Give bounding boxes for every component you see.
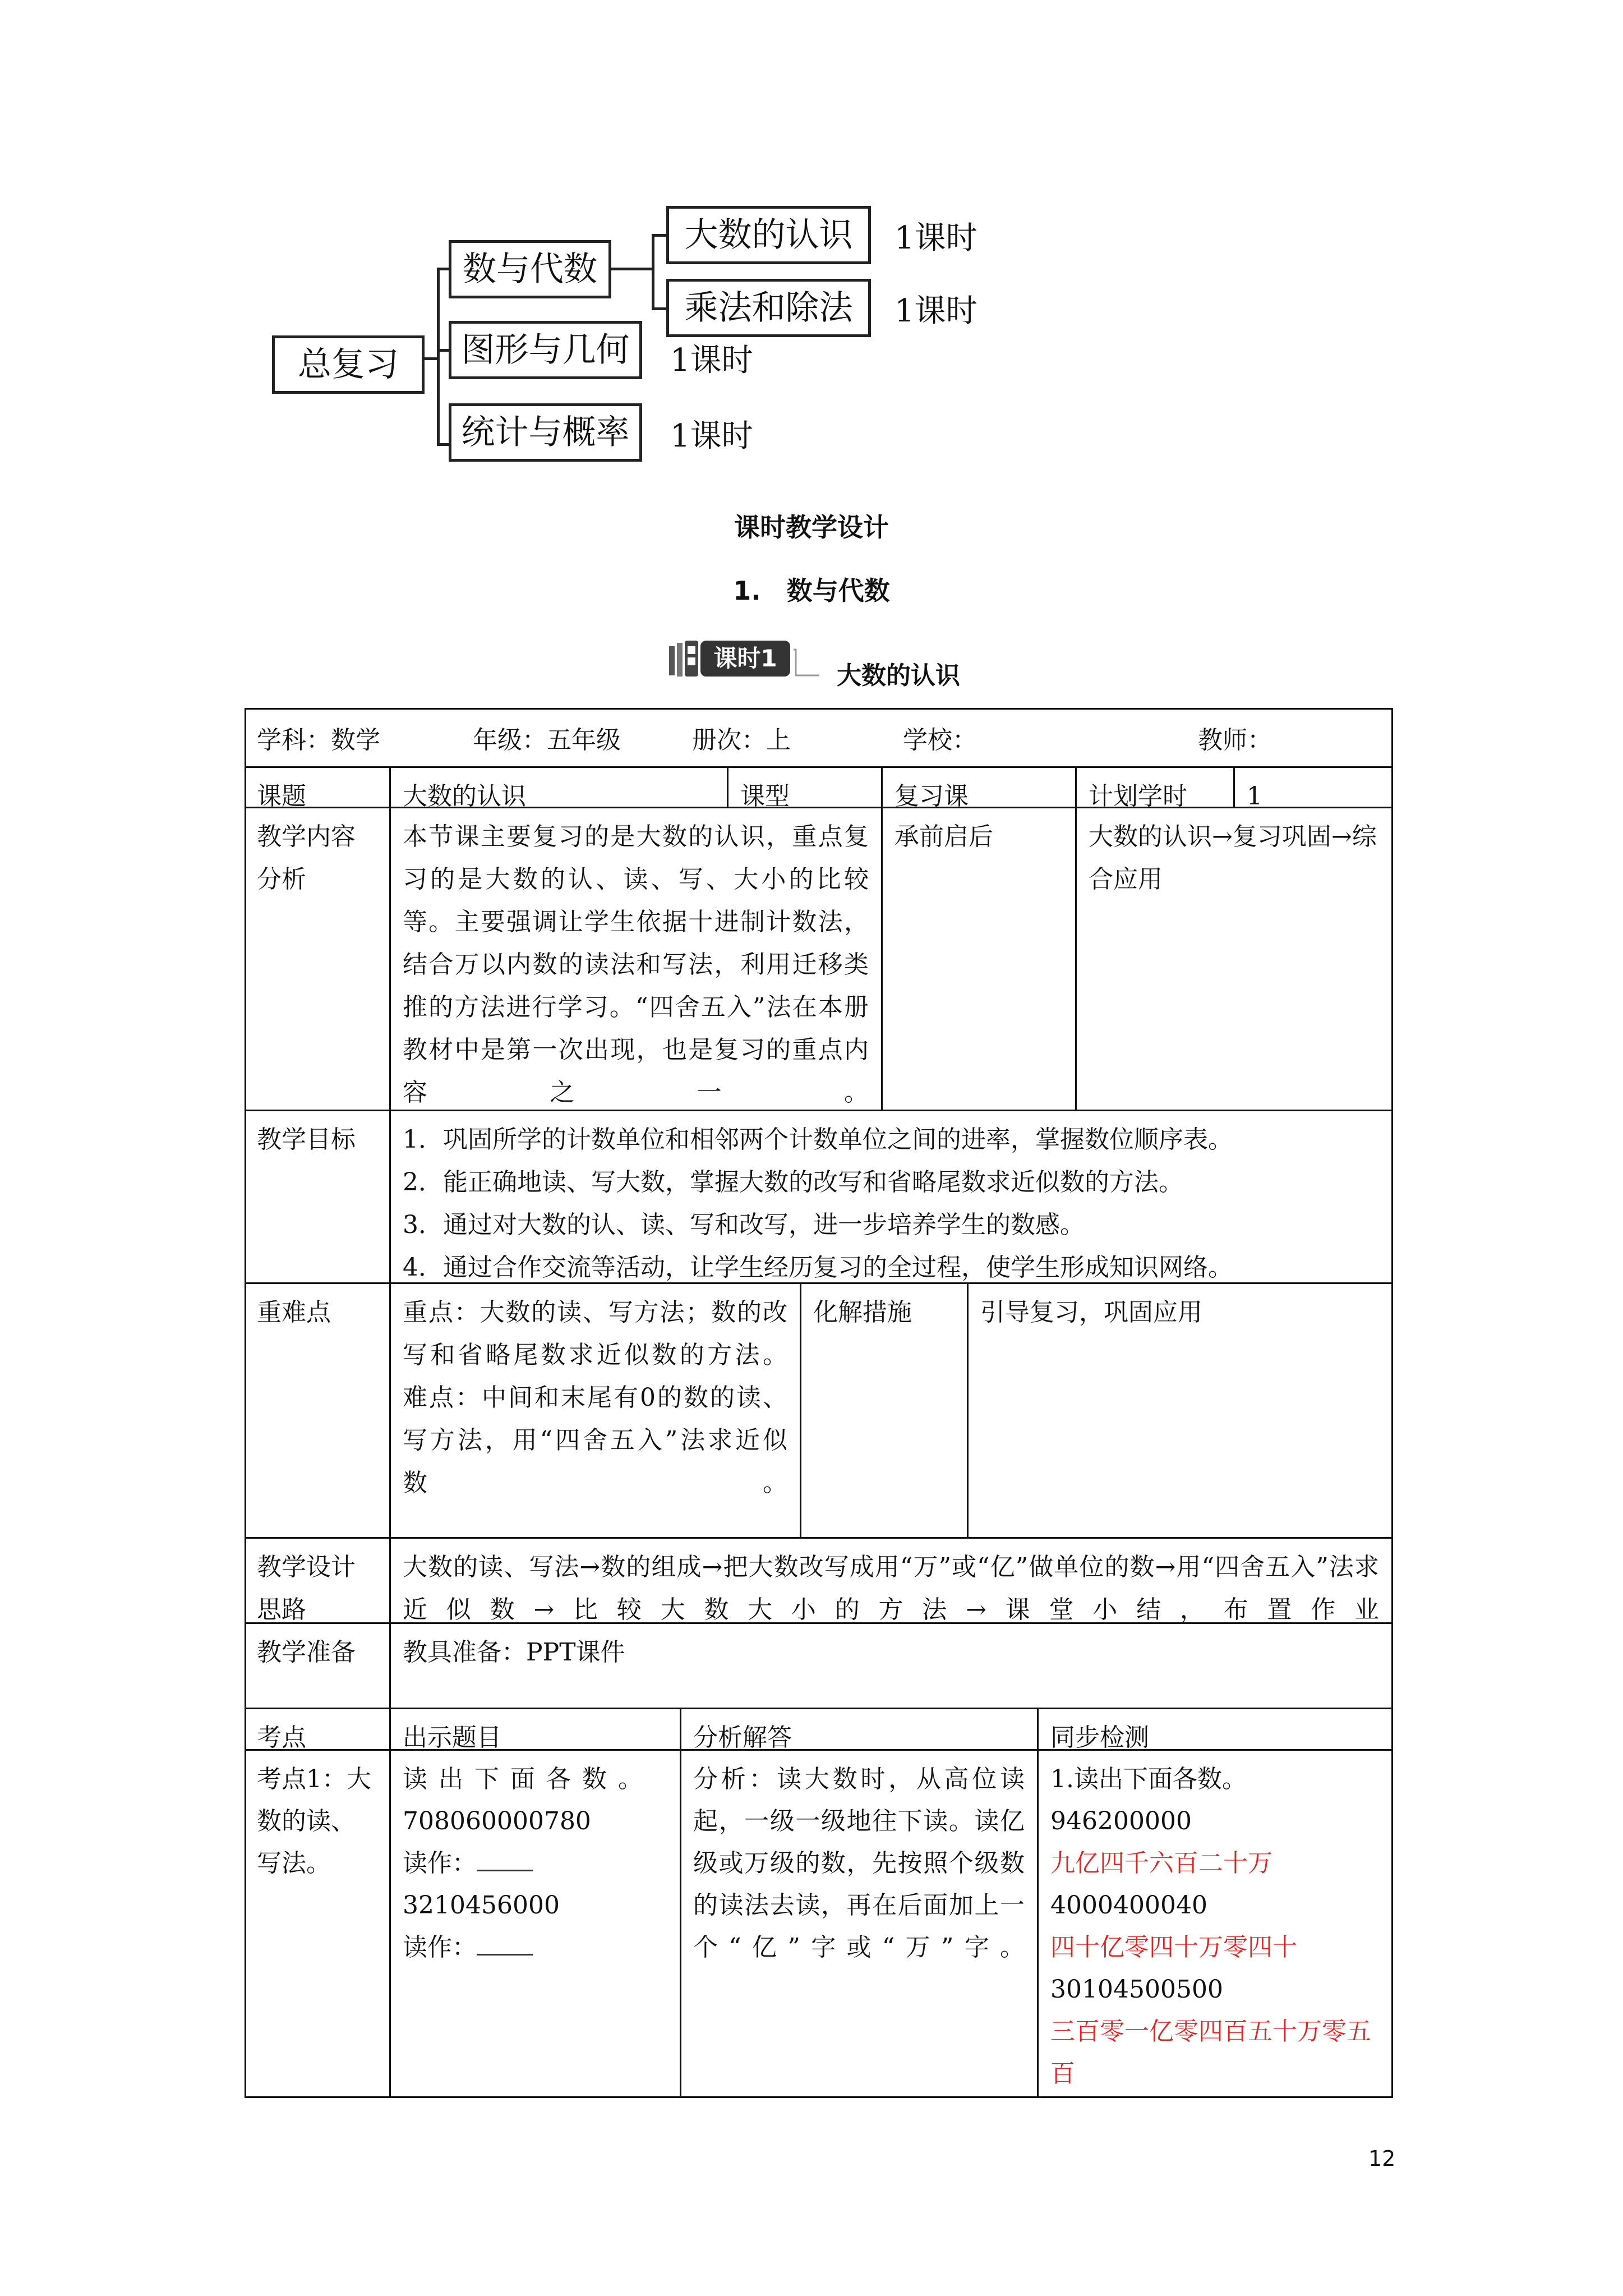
check-number: 946200000 — [1050, 1807, 1192, 1835]
answer-blank — [477, 1934, 533, 1955]
content-analysis-label — [245, 808, 389, 901]
design-idea-label-line: 教学设计 — [257, 1553, 356, 1581]
goal-item: 3．通过对大数的认、读、写和改写，进一步培养学生的数感。 — [403, 1211, 1085, 1239]
duration-label: 1课时 — [670, 342, 753, 379]
lesson-type-value: 复习课 — [895, 782, 969, 811]
lesson-badge-icon — [669, 638, 820, 679]
topic-value: 大数的认识 — [403, 782, 526, 811]
lesson-title: 大数的认识 — [837, 661, 960, 690]
answer-blank — [477, 1849, 533, 1871]
info-school: 学校： — [903, 726, 977, 754]
question-read-line — [403, 1842, 667, 1884]
read-label: 读作： — [403, 1933, 477, 1962]
key-points-label: 重难点 — [257, 1298, 331, 1327]
question-prompt: 读出下面各数。 — [403, 1765, 654, 1793]
tree-branch-geometry: 图形与几何 — [449, 321, 642, 379]
tree-connector — [652, 234, 654, 310]
design-heading: 课时教学设计 — [734, 512, 889, 542]
goal-item: 2．能正确地读、写大数，掌握大数的改写和省略尾数求近似数的方法。 — [403, 1168, 1183, 1197]
tree-leaf-large-numbers: 大数的认识 — [666, 206, 871, 264]
check-answer: 九亿四千六百二十万 — [1050, 1849, 1272, 1878]
preparation-text: 教具准备：PPT课件 — [403, 1638, 625, 1667]
header-question: 出示题目 — [403, 1723, 501, 1752]
info-subject: 学科：数学 — [257, 726, 380, 754]
connection-label: 承前启后 — [895, 822, 993, 851]
measures-value: 引导复习，巩固应用 — [980, 1298, 1202, 1327]
content-analysis-text: 本节课主要复习的是大数的认识，重点复习的是大数的认、读、写、大小的比较等。主要强调让学生依据十进制计数法，结合万以内数的读法和写法，利用迁移类推的方法进行学习。“四舍五入”法在本册教材中是第一次出现，也是复习的重点内容之一。 — [403, 822, 869, 1107]
question-read-line — [403, 1926, 667, 1968]
badge-text: 课时1 — [713, 645, 777, 672]
exam-point-1-question — [390, 1750, 680, 1968]
check-answer: 三百零一亿零四百五十万零五百 — [1050, 2017, 1371, 2088]
check-number: 30104500500 — [1050, 1975, 1223, 2004]
info-teacher: 教师： — [1198, 726, 1272, 754]
tree-connector — [423, 357, 438, 360]
lesson-plan-table — [245, 708, 1393, 2098]
exam-point-1-analysis: 分析：读大数时，从高位读起，一级一级地往下读。读亿级或万级的数，先按照个级数的读法去读，再在后面加上一个“亿”字或“万”字。 — [693, 1765, 1025, 1962]
difficulty-text: 难点：中间和末尾有0的数的读、写方法，用“四舍五入”法求近似数。 — [403, 1383, 787, 1497]
exam-point-1-check — [1038, 1750, 1391, 2095]
section-heading: 1. 数与代数 — [733, 576, 890, 606]
measures-label: 化解措施 — [813, 1298, 912, 1327]
check-number: 4000400040 — [1050, 1891, 1207, 1920]
header-exam-point: 考点 — [257, 1723, 306, 1752]
goal-item: 4．通过合作交流等活动，让学生经历复习的全过程，使学生形成知识网络。 — [403, 1253, 1233, 1282]
key-points-text — [390, 1283, 800, 1504]
tree-root-box: 总复习 — [272, 335, 425, 394]
read-label: 读作： — [403, 1849, 477, 1878]
exam-point-1-label: 考点1：大数的读、写法。 — [257, 1765, 371, 1878]
page-number: 12 — [1368, 2146, 1396, 2171]
header-check: 同步检测 — [1050, 1723, 1149, 1752]
goal-item: 1．巩固所学的计数单位和相邻两个计数单位之间的进率，掌握数位顺序表。 — [403, 1125, 1233, 1154]
tree-branch-statistics: 统计与概率 — [449, 403, 642, 462]
planned-hours-value: 1 — [1247, 782, 1262, 811]
lesson-type-label: 课型 — [740, 782, 790, 811]
content-analysis-label-line: 分析 — [257, 865, 306, 894]
planned-hours-label: 计划学时 — [1089, 782, 1187, 811]
goals-label: 教学目标 — [257, 1125, 356, 1154]
check-answer: 四十亿零四十万零四十 — [1050, 1933, 1297, 1962]
header-analysis: 分析解答 — [693, 1723, 792, 1752]
connection-value: 大数的认识→复习巩固→综合应用 — [1089, 822, 1377, 894]
info-volume: 册次：上 — [692, 726, 791, 754]
duration-label: 1课时 — [895, 220, 978, 256]
design-idea-label — [245, 1538, 389, 1631]
info-grade: 年级：五年级 — [473, 726, 621, 754]
topic-label: 课题 — [257, 782, 306, 811]
content-analysis-label-line: 教学内容 — [257, 822, 356, 851]
question-number: 708060000780 — [403, 1807, 591, 1835]
check-title: 1.读出下面各数。 — [1050, 1765, 1247, 1793]
question-number: 3210456000 — [403, 1891, 560, 1920]
tree-leaf-multiply-divide: 乘法和除法 — [666, 279, 871, 337]
preparation-label: 教学准备 — [257, 1638, 356, 1667]
duration-label: 1课时 — [670, 418, 753, 454]
focus-text: 重点：大数的读、写方法；数的改写和省略尾数求近似数的方法。 — [403, 1298, 787, 1369]
tree-connector — [610, 268, 653, 270]
design-idea-label-line: 思路 — [257, 1595, 306, 1624]
goals-list — [390, 1111, 1391, 1289]
design-idea-text: 大数的读、写法→数的组成→把大数改写成用“万”或“亿”做单位的数→用“四舍五入”法求近似数→比较大数大小的方法→课堂小结，布置作业 — [403, 1553, 1379, 1624]
tree-connector — [437, 268, 440, 445]
tree-branch-number-algebra: 数与代数 — [449, 240, 611, 298]
duration-label: 1课时 — [895, 293, 978, 329]
